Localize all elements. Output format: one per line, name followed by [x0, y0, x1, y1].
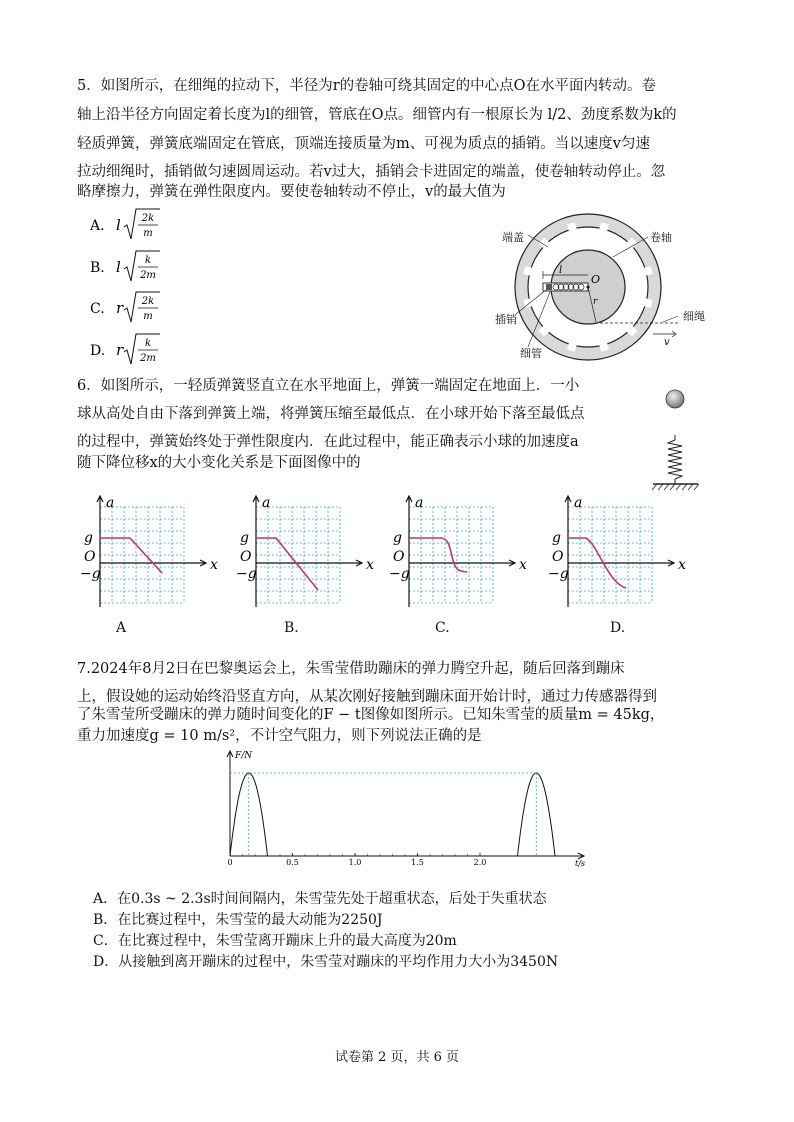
q6-label-O: O	[240, 549, 252, 565]
svg-text:l: l	[116, 216, 121, 234]
q6-line-3: 的过程中，弹簧始终处于弹性限度内．在此过程中，能正确表示小球的加速度a	[77, 434, 579, 450]
svg-text:B.: B.	[90, 260, 105, 276]
q5-option-a[interactable]	[90, 205, 180, 251]
svg-text:2k: 2k	[141, 213, 155, 224]
label-tube: 细管	[520, 347, 542, 360]
q6-option-a[interactable]: A	[116, 620, 127, 636]
label-O: O	[591, 273, 601, 286]
label-r: r	[593, 297, 598, 307]
q5-line-3: 轻质弹簧，弹簧底端固定在管底，顶端连接质量为m、可视为质点的插销。当以速度v匀速	[77, 136, 650, 152]
q6-axis-a: a	[262, 495, 271, 511]
svg-text:r: r	[116, 299, 124, 317]
svg-text:2m: 2m	[140, 353, 156, 364]
q6-spring-figure	[648, 388, 708, 498]
svg-text:m: m	[143, 228, 153, 239]
q6-axis-x: x	[210, 557, 218, 573]
q6-graph-0	[80, 495, 218, 607]
q6-axis-x: x	[519, 557, 527, 573]
q5-option-b[interactable]	[90, 247, 180, 293]
q6-label-neg-g: −g	[389, 566, 410, 582]
ft-tick: 2.0	[473, 858, 487, 867]
svg-text:k: k	[144, 338, 152, 349]
q6-option-b[interactable]: B.	[284, 620, 299, 636]
q6-axis-a: a	[415, 495, 424, 511]
ft-ylabel: F/N	[235, 751, 253, 761]
q7-ft-chart	[218, 748, 598, 870]
q6-graphs	[80, 495, 720, 610]
q6-option-c[interactable]: C.	[435, 620, 450, 636]
q6-label-g: g	[393, 530, 402, 546]
q6-line-1: 6．如图所示，一轻质弹簧竖直立在水平地面上，弹簧一端固定在地面上．一小	[77, 378, 580, 394]
q5-option-c[interactable]	[90, 288, 180, 334]
ball	[666, 390, 684, 408]
q6-label-neg-g: −g	[236, 566, 257, 582]
q7-line-1: 7.2024年8月2日在巴黎奥运会上，朱雪莹借助蹦床的弹力腾空升起，随后回落到蹦床	[77, 661, 625, 677]
svg-text:k: k	[144, 255, 152, 266]
q7-option-c[interactable]: C．在比赛过程中，朱雪莹离开蹦床上升的最大高度为20m	[93, 933, 457, 949]
ft-tick: 0.5	[286, 858, 299, 867]
q6-graph-1	[236, 495, 374, 607]
q5-option-a-formula	[90, 205, 180, 247]
q5-option-d-formula	[90, 330, 180, 372]
q5-option-b-formula	[90, 247, 180, 289]
q6-label-O: O	[84, 549, 96, 565]
q7-option-b[interactable]: B．在比赛过程中，朱雪莹的最大动能为2250J	[93, 912, 383, 928]
q6-option-d[interactable]: D.	[610, 620, 626, 636]
q6-label-g: g	[84, 530, 93, 546]
q6-label-neg-g: −g	[548, 566, 569, 582]
svg-text:2m: 2m	[140, 270, 156, 281]
label-l: l	[559, 265, 563, 276]
svg-text:l: l	[116, 258, 121, 276]
q6-axis-a: a	[574, 495, 583, 511]
svg-text:r: r	[116, 341, 124, 359]
svg-text:C.: C.	[90, 301, 105, 317]
label-reel: 卷轴	[650, 231, 672, 244]
q6-label-O: O	[393, 549, 405, 565]
q5-line-1: 5．如图所示，在细绳的拉动下，半径为r的卷轴可绕其固定的中心点O在水平面内转动。卷	[77, 78, 657, 94]
q5-line-2: 轴上沿半径方向固定着长度为l的细管，管底在O点。细管内有一根原长为 l/2、劲度系数为k的	[77, 107, 677, 123]
ft-tick: 1.0	[348, 858, 362, 867]
q6-label-O: O	[552, 549, 564, 565]
ft-xlabel: t/s	[575, 859, 586, 868]
label-rope: 细绳	[683, 310, 705, 323]
q7-option-d[interactable]: D．从接触到离开蹦床的过程中，朱雪莹对蹦床的平均作用力大小为3450N	[93, 954, 559, 970]
vertical-spring	[668, 440, 682, 479]
label-pin: 插销	[495, 313, 517, 326]
q7-line-2: 上，假设她的运动始终沿竖直方向，从某次刚好接触到蹦床面开始计时，通过力传感器得到	[77, 689, 657, 705]
q7-line-3: 了朱雪莹所受蹦床的弹力随时间变化的F − t图像如图所示。已知朱雪莹的质量m = 45kg，	[77, 707, 665, 723]
q6-label-g: g	[552, 530, 561, 546]
q5-option-d[interactable]	[90, 330, 180, 376]
label-end-cap: 端盖	[502, 231, 524, 244]
q6-axis-a: a	[106, 495, 115, 511]
pin	[546, 284, 552, 290]
svg-text:2k: 2k	[141, 296, 155, 307]
q6-label-g: g	[240, 530, 249, 546]
label-v: v	[664, 337, 670, 348]
q5-line-5: 略摩擦力，弹簧在弹性限度内。要使卷轴转动不停止，v的最大值为	[77, 184, 506, 200]
q6-line-2: 球从高处自由下落到弹簧上端，将弹簧压缩至最低点．在小球开始下落至最低点	[77, 406, 585, 422]
ft-tick: 0	[227, 858, 233, 867]
q7-option-a[interactable]: A．在0.3s ~ 2.3s时间间隔内，朱雪莹先处于超重状态，后处于失重状态	[93, 891, 547, 907]
page-footer: 试卷第 2 页，共 6 页	[334, 1050, 460, 1065]
q7-line-4: 重力加速度g = 10 m/s²，不计空气阻力，则下列说法正确的是	[77, 728, 482, 744]
ft-tick: 1.5	[411, 858, 424, 867]
q5-line-4: 拉动细绳时，插销做匀速圆周运动。若v过大，插销会卡进固定的端盖，使卷轴转动停止。忽	[77, 164, 666, 180]
svg-text:D.: D.	[90, 343, 106, 359]
q6-axis-x: x	[678, 557, 686, 573]
q6-line-4: 随下降位移x的大小变化关系是下面图像中的	[77, 455, 361, 471]
q5-option-c-formula	[90, 288, 180, 330]
q6-curve	[256, 538, 318, 590]
q6-graph-2	[389, 495, 527, 607]
q6-axis-x: x	[366, 557, 374, 573]
q6-graph-3	[548, 495, 686, 607]
svg-text:m: m	[143, 311, 153, 322]
q6-label-neg-g: −g	[80, 566, 101, 582]
svg-text:A.: A.	[90, 218, 105, 234]
